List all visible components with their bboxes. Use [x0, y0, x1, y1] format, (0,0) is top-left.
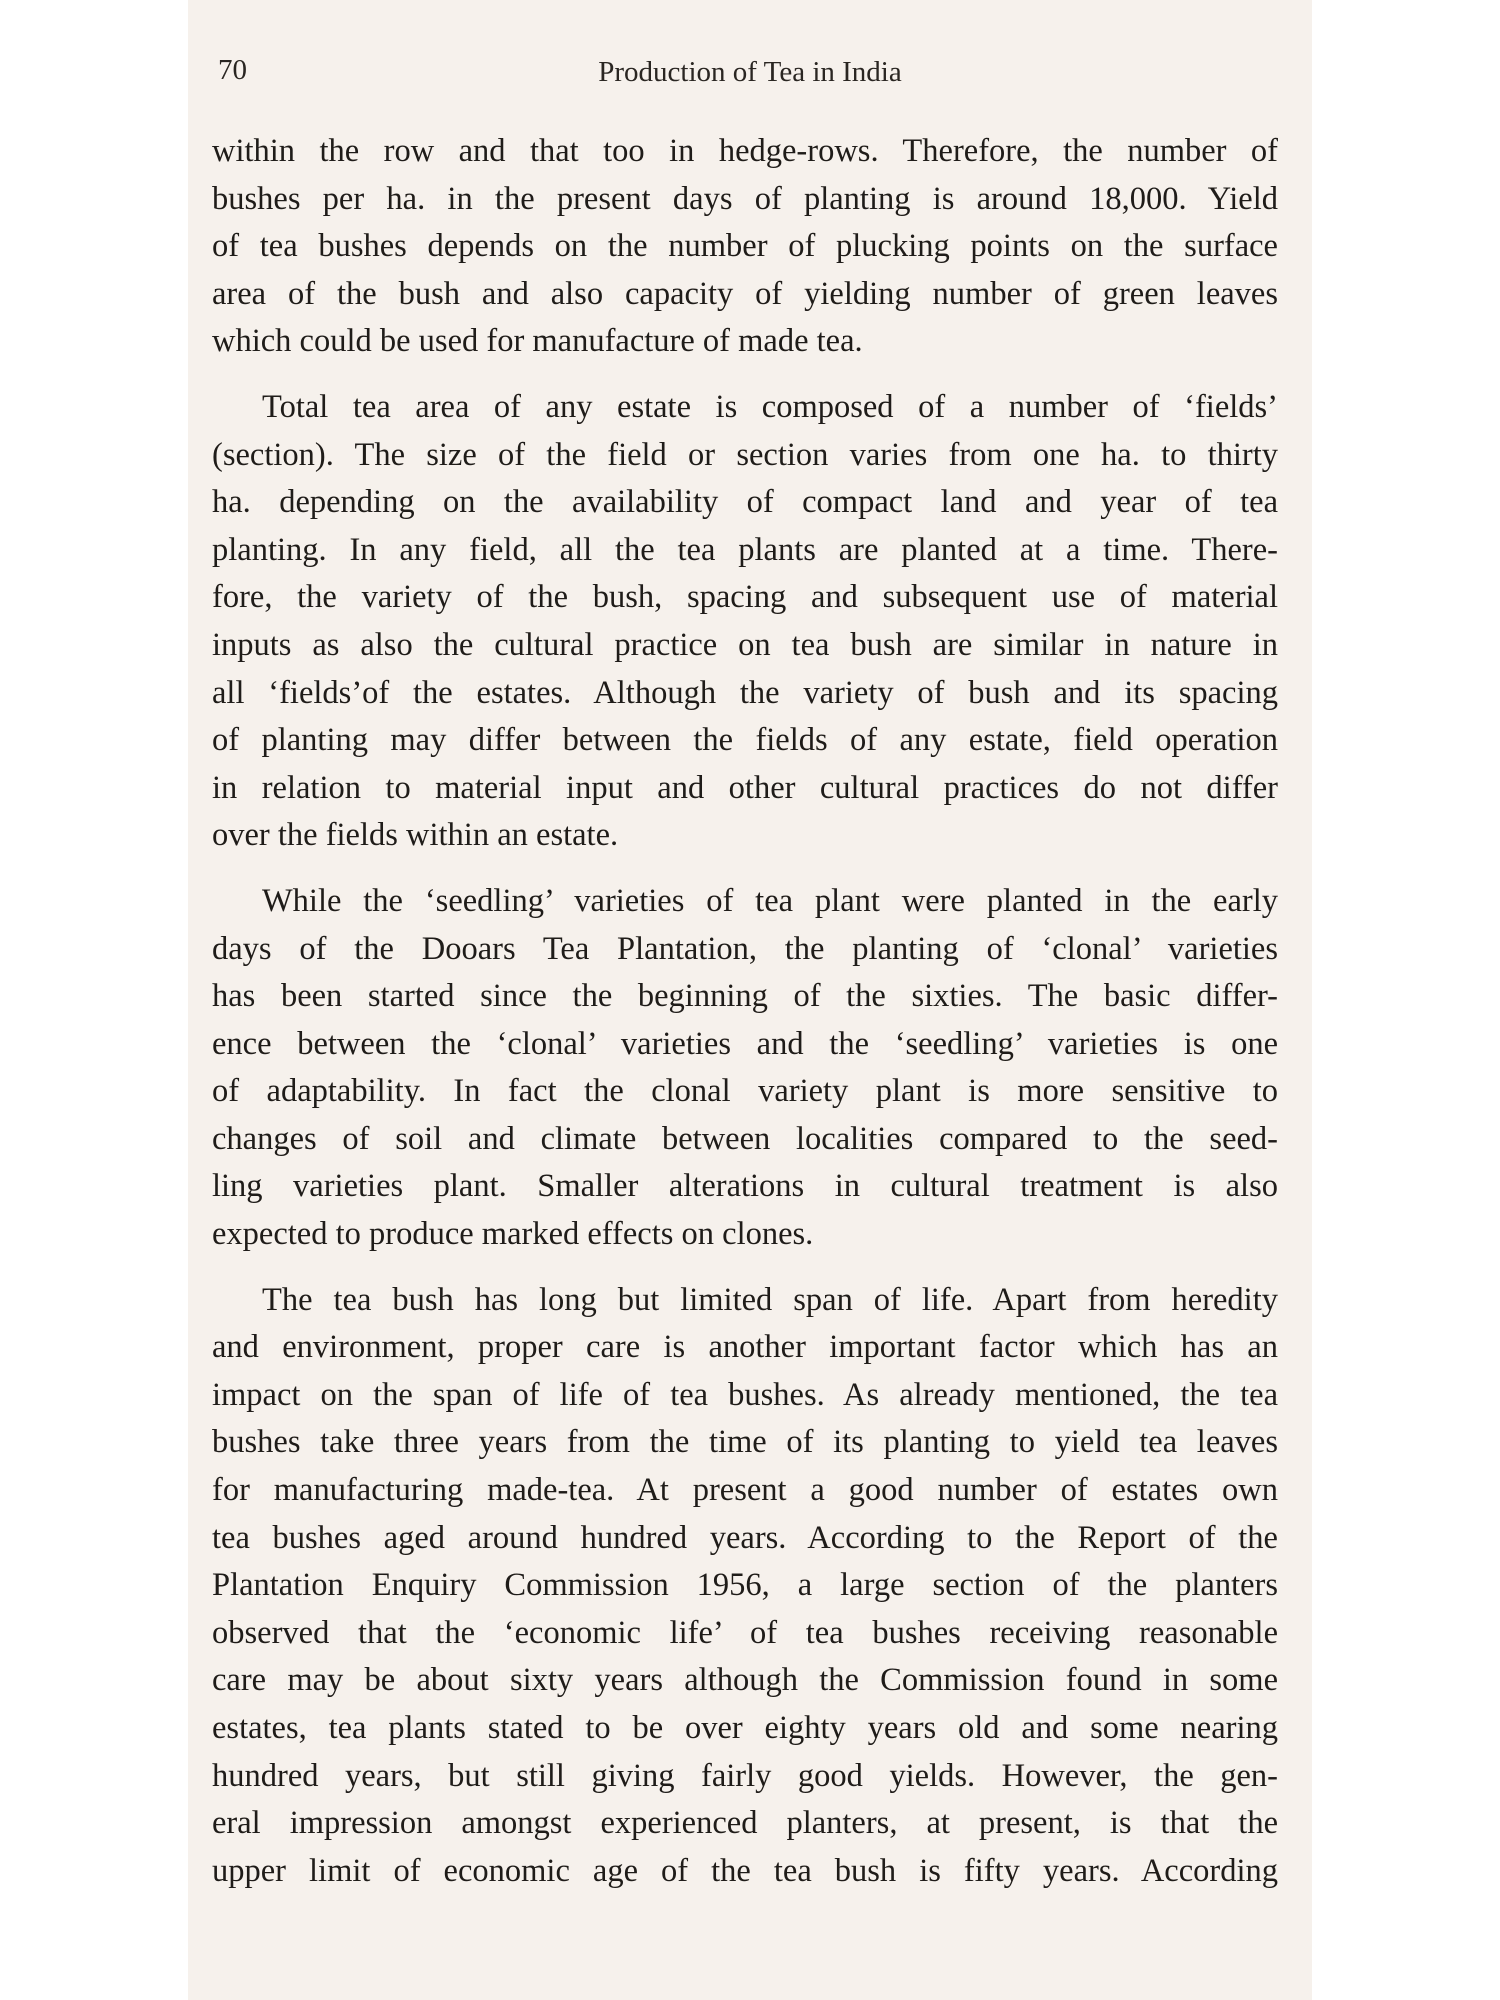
text-line: fore, the variety of the bush, spacing and subsequent use of material	[212, 579, 1278, 616]
text-line: estates, tea plants stated to be over eighty years old and some nearing	[212, 1710, 1278, 1746]
paragraph-3	[212, 878, 1278, 1259]
text-line: Plantation Enquiry Commission 1956, a large section of the planters	[212, 1567, 1278, 1604]
text-line: While the ‘seedling’ varieties of tea plant were planted in the early	[262, 882, 1278, 919]
text-line: hundred years, but still giving fairly good yields. However, the gen-	[212, 1757, 1278, 1794]
paragraph-2	[212, 384, 1278, 860]
text-line: within the row and that too in hedge-rows. Therefore, the number of	[212, 133, 1278, 169]
text-line: days of the Dooars Tea Plantation, the planting of ‘clonal’ varieties	[212, 930, 1278, 967]
text-line: bushes per ha. in the present days of planting is around 18,000. Yield	[212, 180, 1278, 217]
text-line: all ‘fields’of the estates. Although the variety of bush and its spacing	[212, 674, 1278, 711]
text-line: upper limit of economic age of the tea bush is fifty years. According	[212, 1852, 1278, 1889]
text-line: tea bushes aged around hundred years. According to the Report of the	[212, 1519, 1278, 1556]
text-line: ence between the ‘clonal’ varieties and the ‘seedling’ varieties is one	[212, 1025, 1278, 1062]
text-line: planting. In any field, all the tea plants are planted at a time. There-	[212, 531, 1278, 568]
text-line: expected to produce marked effects on clones.	[212, 1216, 814, 1253]
text-line: area of the bush and also capacity of yielding number of green leaves	[212, 275, 1278, 312]
text-line: of adaptability. In fact the clonal variety plant is more sensitive to	[212, 1073, 1278, 1110]
text-line: observed that the ‘economic life’ of tea bushes receiving reasonable	[212, 1614, 1278, 1651]
body-text	[212, 128, 1278, 1895]
paragraph-4	[212, 1277, 1278, 1896]
text-line: for manufacturing made-tea. At present a good number of estates own	[212, 1472, 1278, 1509]
text-line: inputs as also the cultural practice on tea bush are similar in nature in	[212, 626, 1278, 663]
running-head-title: Production of Tea in India	[598, 56, 902, 88]
text-line: over the fields within an estate.	[212, 817, 619, 854]
text-line: The tea bush has long but limited span of life. Apart from heredity	[262, 1281, 1278, 1318]
text-line: of planting may differ between the fields of any estate, field operation	[212, 722, 1278, 759]
text-line: of tea bushes depends on the number of plucking points on the surface	[212, 228, 1278, 265]
text-line: ling varieties plant. Smaller alterations in cultural treatment is also	[212, 1168, 1278, 1205]
text-line: impact on the span of life of tea bushes. As already mentioned, the tea	[212, 1376, 1278, 1413]
text-line: care may be about sixty years although the Commission found in some	[212, 1662, 1278, 1699]
text-line: which could be used for manufacture of made tea.	[212, 323, 863, 360]
text-line: in relation to material input and other cultural practices do not differ	[212, 769, 1278, 806]
text-line: ha. depending on the availability of compact land and year of tea	[212, 484, 1278, 521]
book-page	[188, 0, 1312, 2000]
text-line: Total tea area of any estate is composed of a number of ‘fields’	[262, 388, 1278, 425]
text-line: bushes take three years from the time of its planting to yield tea leaves	[212, 1424, 1278, 1461]
text-line: and environment, proper care is another important factor which has an	[212, 1329, 1278, 1366]
text-line: eral impression amongst experienced planters, at present, is that the	[212, 1805, 1278, 1842]
running-head	[188, 50, 1312, 94]
paragraph-1	[212, 128, 1278, 366]
text-line: has been started since the beginning of the sixties. The basic differ-	[212, 978, 1278, 1015]
text-line: (section). The size of the field or section varies from one ha. to thirty	[212, 436, 1278, 473]
page-number: 70	[218, 54, 247, 86]
text-line: changes of soil and climate between localities compared to the seed-	[212, 1120, 1278, 1157]
